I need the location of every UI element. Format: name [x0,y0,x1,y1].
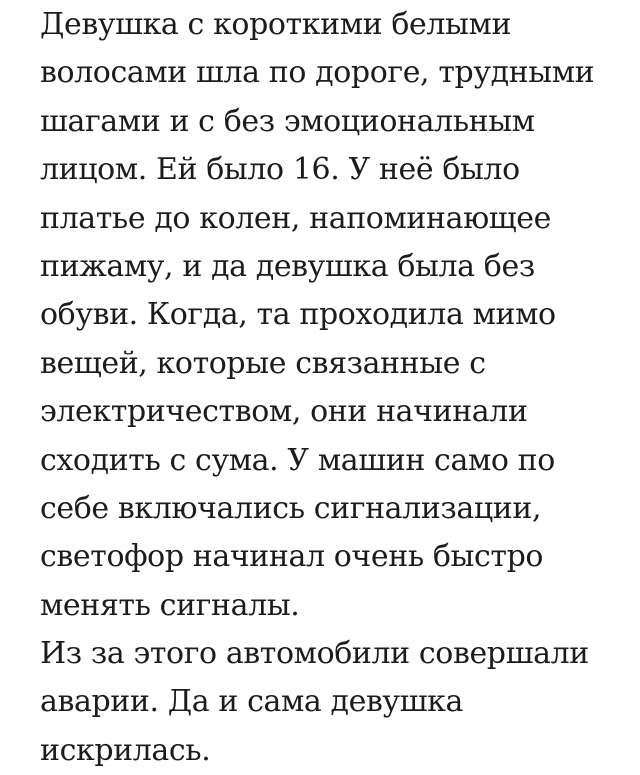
story-line: вещей, которые связанные с [40,345,486,381]
story-text [40,1,630,775]
story-line: лицом. Ей было 16. У неё было [40,152,520,188]
story-line: шагами и с без эмоциональным [40,103,535,139]
story-line: менять сигналы. [40,587,300,623]
story-line: аварии. Да и сама девушка [40,684,464,720]
story-line: платье до колен, напоминающее [40,200,551,236]
story-line: обуви. Когда, та проходила мимо [40,297,556,333]
story-line: электричеством, они начинали [40,394,528,430]
story-line: себе включались сигнализации, [40,490,542,526]
story-line: Из за этого автомобили совершали [40,636,589,672]
story-line: сходить с сума. У машин само по [40,442,555,478]
story-line: Девушка с короткими белыми [40,7,512,42]
story-line: волосами шла по дороге, трудными [40,55,595,91]
story-line: светофор начинал очень быстро [40,539,544,575]
story-line: искрилась. [40,732,211,768]
story-line: пижаму, и да девушка была без [40,248,535,284]
